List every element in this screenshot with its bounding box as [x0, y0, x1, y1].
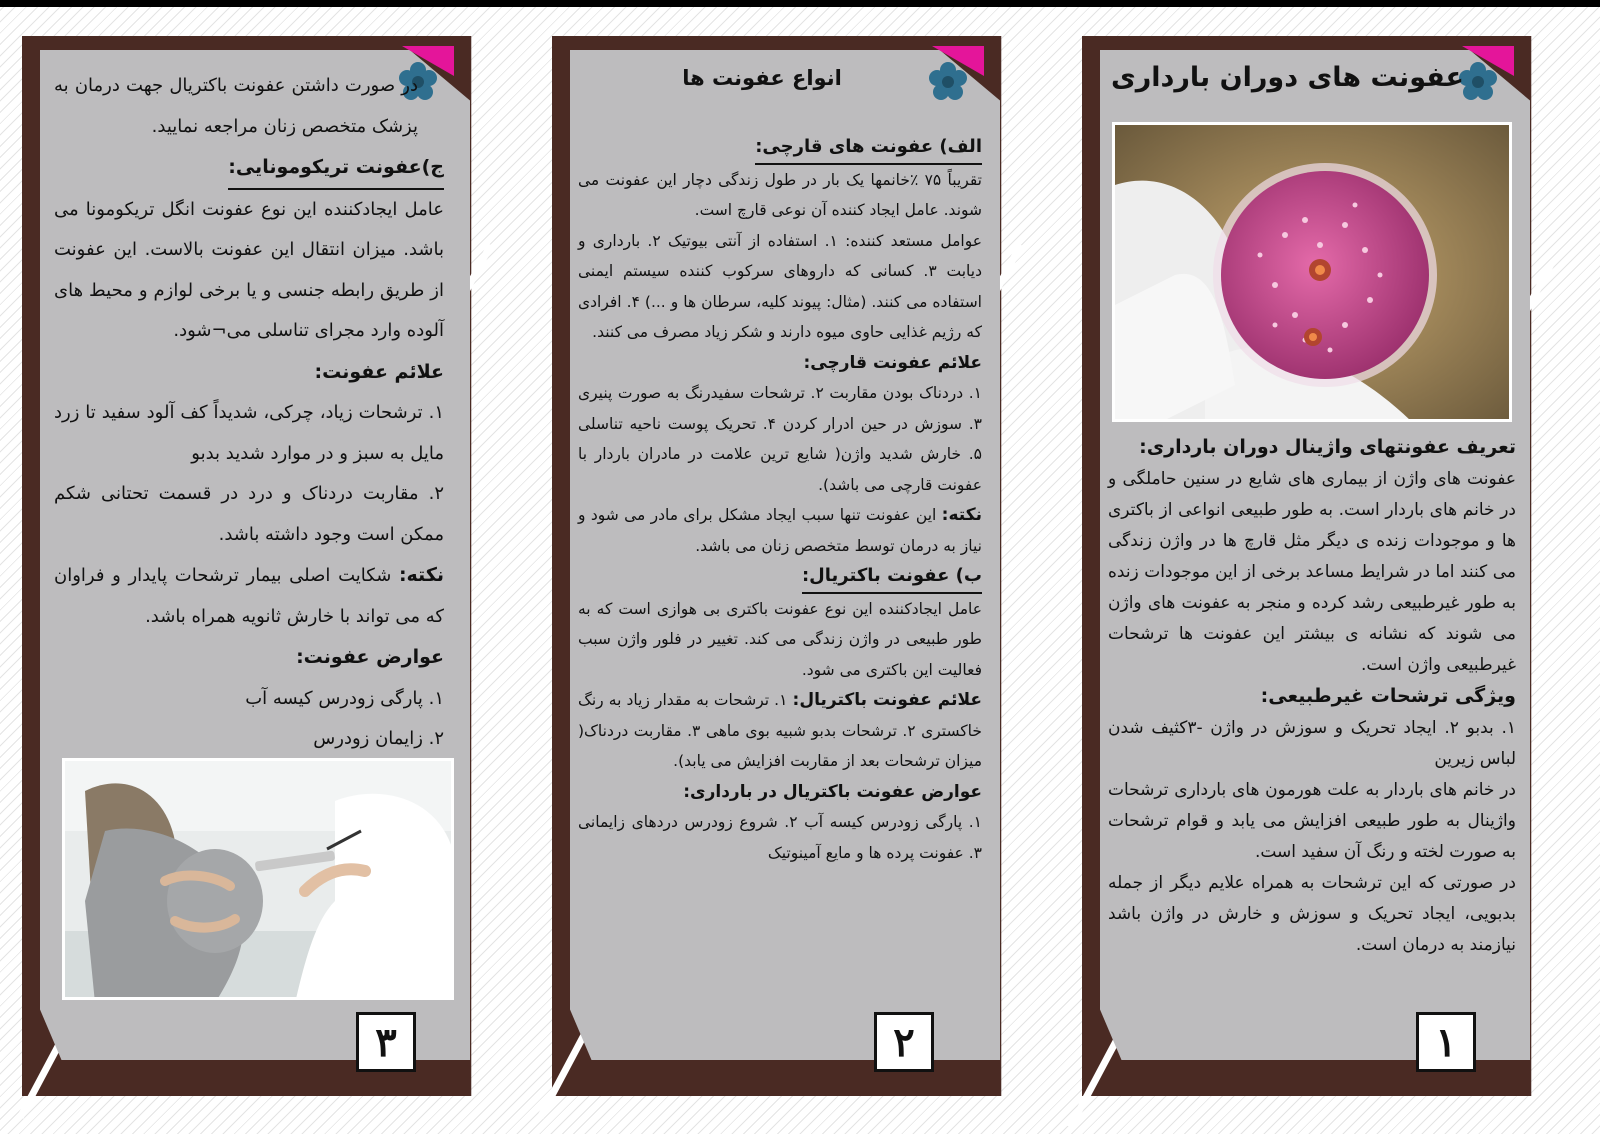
- section-heading: عوارض عفونت باکتریال در بارداری:: [683, 781, 982, 802]
- note-label: نکته:: [941, 505, 982, 525]
- section-heading: علائم عفونت قارچی:: [803, 352, 982, 373]
- note-text: شکایت اصلی بیمار ترشحات پایدار و فراوان که می تواند با خارش ثانویه همراه باشد.: [54, 565, 444, 627]
- panel-1: [1082, 36, 1550, 1096]
- paragraph: عوامل مستعد کننده: ۱. استفاده از آنتی بیوتیک ۲. بارداری و دیابت ۳. کسانی که داروهای سرکوب کننده سیستم ایمنی استفاده می کنند. (مثال: پیوند کلیه، سرطان ها و ...) ۴. افرادی که رژیم غذایی حاوی میوه دارند و شکر زیاد مصرف می کنند.: [578, 231, 982, 341]
- panel-3: [22, 36, 490, 1096]
- section-heading: عوارض عفونت:: [296, 646, 444, 668]
- paragraph: ۱. پارگی زودرس کیسه آب ۲. شروع زودرس دردهای زایمانی ۳. عفونت پرده ها و مایع آمینوتیک: [578, 813, 982, 862]
- section-heading: ج)عفونت تریکومونایی:: [228, 147, 444, 190]
- paragraph: ۱. ترشحات زیاد، چرکی، شدیداً کف آلود سفید تا زرد مایل به سبز و در موارد شدید بدبو: [54, 402, 444, 464]
- paragraph: ۱. دردناک بودن مقاربت ۲. ترشحات سفیدرنگ به صورت پنیری ۳. سوزش در حین ادرار کردن ۴. تحریک پوست ناحیه تناسلی ۵. خارش شدید واژن( شایع ترین علامت در مادران باردار با عفونت قارچی می باشد).: [578, 384, 982, 494]
- section-heading: تعریف عفونتهای واژینال دوران بارداری:: [1139, 436, 1516, 458]
- paragraph: عفونت های واژن از بیماری های شایع در سنین حاملگی و در خانم های باردار است. به طور طبیعی انواعی از باکتری ها و موجودات زنده ی دیگر مثل قارچ ها در واژن زندگی می کنند اما در شرایط مساعد برخی از این موجودات زنده به طور غیرطبیعی رشد کرده و منجر به عفونت های واژن می شوند که نشانه ی بیشتر این عفونت ها ترشحات غیرطبیعی واژن است.: [1108, 469, 1516, 675]
- paragraph-text: ۱. ترشحات به مقدار زیاد به رنگ خاکستری ۲. ترشحات بدبو شبیه بوی ماهی ۳. مقاربت دردناک( میزان ترشحات بعد از مقاربت افزایش می یابد).: [578, 691, 982, 770]
- panel-title: عفونت های دوران بارداری: [1110, 62, 1464, 93]
- panel-3-body: [54, 66, 444, 760]
- pregnant-patient-image: [62, 758, 454, 1000]
- paragraph: در صورت داشتن عفونت باکتریال جهت درمان به پزشک متخصص زنان مراجعه نمایید.: [54, 75, 418, 137]
- note-label: نکته:: [398, 564, 444, 586]
- paragraph: ۱. بدبو ۲. ایجاد تحریک و سوزش در واژن -۳کثیف شدن لباس زیرین: [1108, 718, 1516, 769]
- panel-2: [552, 36, 1020, 1096]
- paragraph: [578, 685, 982, 777]
- section-heading: ویژگی ترشحات غیرطبیعی:: [1260, 685, 1516, 707]
- paragraph: در صورتی که این ترشحات به همراه علایم دیگر از جمله بدبویی، ایجاد تحریک و سوزش و خارش در واژن باشد نیازمند به درمان است.: [1108, 873, 1516, 955]
- panel-1-body: [1108, 432, 1516, 961]
- paragraph: عامل ایجادکننده این نوع عفونت باکتری بی هوازی است که به طور طبیعی در واژن زندگی می کند. تغییر در فلور واژن سبب فعالیت این باکتری می شود.: [578, 599, 982, 679]
- petri-dish-image: [1112, 122, 1512, 422]
- list-item: ۱. پارگی زودرس کیسه آب: [245, 687, 444, 709]
- paragraph: در خانم های باردار به علت هورمون های بارداری ترشحات واژینال به طور طبیعی افزایش می یابد و قوام ترشحات به صورت لخته و رنگ آن سفید است.: [1108, 780, 1516, 862]
- list-item: ۲. زایمان زودرس: [313, 728, 444, 749]
- page-number: ۱: [1416, 1012, 1476, 1072]
- panel-2-body: [578, 132, 982, 868]
- note-paragraph: [578, 500, 982, 561]
- paragraph: عامل ایجادکننده این نوع عفونت انگل تریکومونا می باشد. میزان انتقال این عفونت بالاست. این عفونت از طریق رابطه جنسی و یا برخی لوازم و محیط های آلوده وارد مجرای تناسلی می¬شود.: [54, 198, 444, 341]
- page-number: ۲: [874, 1012, 934, 1072]
- note-paragraph: [54, 555, 444, 637]
- page-number: ۳: [356, 1012, 416, 1072]
- section-heading: الف) عفونت های قارچی:: [755, 132, 982, 165]
- section-heading: ب) عفونت باکتریال:: [802, 561, 982, 594]
- paragraph: ۲. مقاربت دردناک و درد در قسمت تحتانی شکم ممکن است وجود داشته باشد.: [54, 483, 444, 545]
- flower-corner-icon: [922, 46, 984, 108]
- panel-title: انواع عفونت ها: [682, 66, 842, 90]
- top-black-bar: [0, 0, 1600, 7]
- paragraph: تقریباً ۷۵ ٪خانمها یک بار در طول زندگی دچار این عفونت می شوند. عامل ایجاد کننده آن نوعی قارچ است.: [578, 170, 982, 219]
- note-text: این عفونت تنها سبب ایجاد مشکل برای مادر می شود و نیاز به درمان توسط متخصص زنان می باشد.: [578, 506, 982, 555]
- section-heading: علائم عفونت باکتریال:: [792, 690, 982, 710]
- section-heading: علائم عفونت:: [314, 360, 444, 383]
